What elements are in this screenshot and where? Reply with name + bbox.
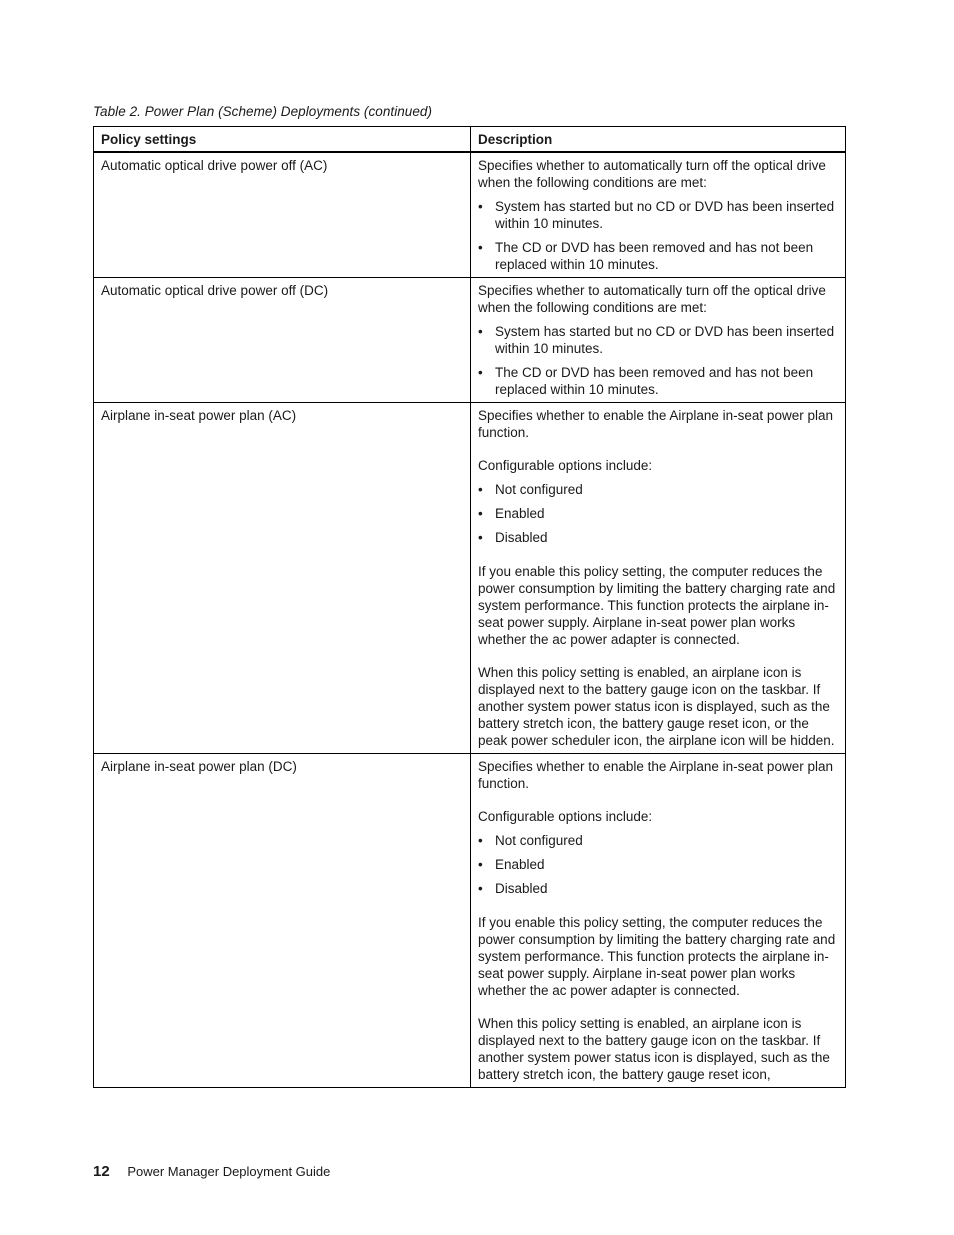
table-row <box>94 152 846 278</box>
bullet-icon: • <box>478 365 483 380</box>
table-row <box>94 278 846 403</box>
list-item <box>478 198 838 232</box>
description-cell <box>471 403 846 754</box>
table-row <box>94 754 846 1088</box>
list-item-text: The CD or DVD has been removed and has not been replaced within 10 minutes. <box>495 240 814 272</box>
bullet-icon: • <box>478 482 483 497</box>
options-list <box>478 481 838 546</box>
column-header-description: Description <box>471 127 846 153</box>
list-item-text: Disabled <box>495 530 548 545</box>
bullet-icon: • <box>478 857 483 872</box>
description-intro: Specifies whether to automatically turn off the optical drive when the following conditions are met: <box>478 283 826 315</box>
list-item-text: Disabled <box>495 881 548 896</box>
policy-setting-cell: Automatic optical drive power off (AC) <box>94 152 471 278</box>
bullet-icon: • <box>478 506 483 521</box>
page-footer <box>93 1163 330 1180</box>
list-item <box>478 239 838 273</box>
policy-setting-cell: Automatic optical drive power off (DC) <box>94 278 471 403</box>
bullet-icon: • <box>478 833 483 848</box>
list-item <box>478 364 838 398</box>
description-paragraph: If you enable this policy setting, the computer reduces the power consumption by limiting the battery charging rate and system performance. This function protects the airplane in-seat power supply. Airplane in-seat power plan works whether the ac power adapter is connected. <box>478 915 836 998</box>
table-row <box>94 403 846 754</box>
list-item-text: The CD or DVD has been removed and has not been replaced within 10 minutes. <box>495 365 814 397</box>
description-cell <box>471 278 846 403</box>
description-paragraph: When this policy setting is enabled, an airplane icon is displayed next to the battery gauge icon on the taskbar. If another system power status icon is displayed, such as the battery stretch icon, the battery gauge reset icon, <box>478 1016 830 1082</box>
list-item <box>478 856 838 873</box>
list-item-text: Enabled <box>495 857 545 872</box>
description-intro: Specifies whether to automatically turn off the optical drive when the following conditions are met: <box>478 158 826 190</box>
document-title: Power Manager Deployment Guide <box>127 1164 331 1179</box>
description-paragraph: If you enable this policy setting, the computer reduces the power consumption by limiting the battery charging rate and system performance. This function protects the airplane in-seat power supply. Airplane in-seat power plan works whether the ac power adapter is connected. <box>478 564 836 647</box>
page-number: 12 <box>93 1163 110 1180</box>
list-item <box>478 880 838 897</box>
description-intro: Specifies whether to enable the Airplane in-seat power plan function. <box>478 408 833 440</box>
condition-list <box>478 198 838 273</box>
list-item-text: Not configured <box>495 482 583 497</box>
list-item <box>478 505 838 522</box>
options-intro: Configurable options include: <box>478 809 653 824</box>
list-item-text: Enabled <box>495 506 545 521</box>
description-paragraph: When this policy setting is enabled, an airplane icon is displayed next to the battery gauge icon on the taskbar. If another system power status icon is displayed, such as the battery stretch icon, the battery gauge reset icon, or the peak power scheduler icon, the airplane icon will be hidden. <box>478 665 835 748</box>
bullet-icon: • <box>478 881 483 896</box>
options-intro: Configurable options include: <box>478 458 653 473</box>
bullet-icon: • <box>478 530 483 545</box>
bullet-icon: • <box>478 199 483 214</box>
policy-setting-cell: Airplane in-seat power plan (DC) <box>94 754 471 1088</box>
table-header-row <box>94 127 846 153</box>
list-item <box>478 323 838 357</box>
description-intro: Specifies whether to enable the Airplane in-seat power plan function. <box>478 759 833 791</box>
options-list <box>478 832 838 897</box>
list-item-text: System has started but no CD or DVD has been inserted within 10 minutes. <box>495 199 835 231</box>
policy-setting-cell: Airplane in-seat power plan (AC) <box>94 403 471 754</box>
policy-table <box>93 126 846 1088</box>
condition-list <box>478 323 838 398</box>
bullet-icon: • <box>478 324 483 339</box>
list-item-text: Not configured <box>495 833 583 848</box>
list-item <box>478 529 838 546</box>
table-caption: Table 2. Power Plan (Scheme) Deployments (continued) <box>93 104 433 119</box>
list-item-text: System has started but no CD or DVD has been inserted within 10 minutes. <box>495 324 835 356</box>
column-header-policy-settings: Policy settings <box>94 127 471 153</box>
bullet-icon: • <box>478 240 483 255</box>
description-cell <box>471 152 846 278</box>
description-cell <box>471 754 846 1088</box>
list-item <box>478 481 838 498</box>
list-item <box>478 832 838 849</box>
